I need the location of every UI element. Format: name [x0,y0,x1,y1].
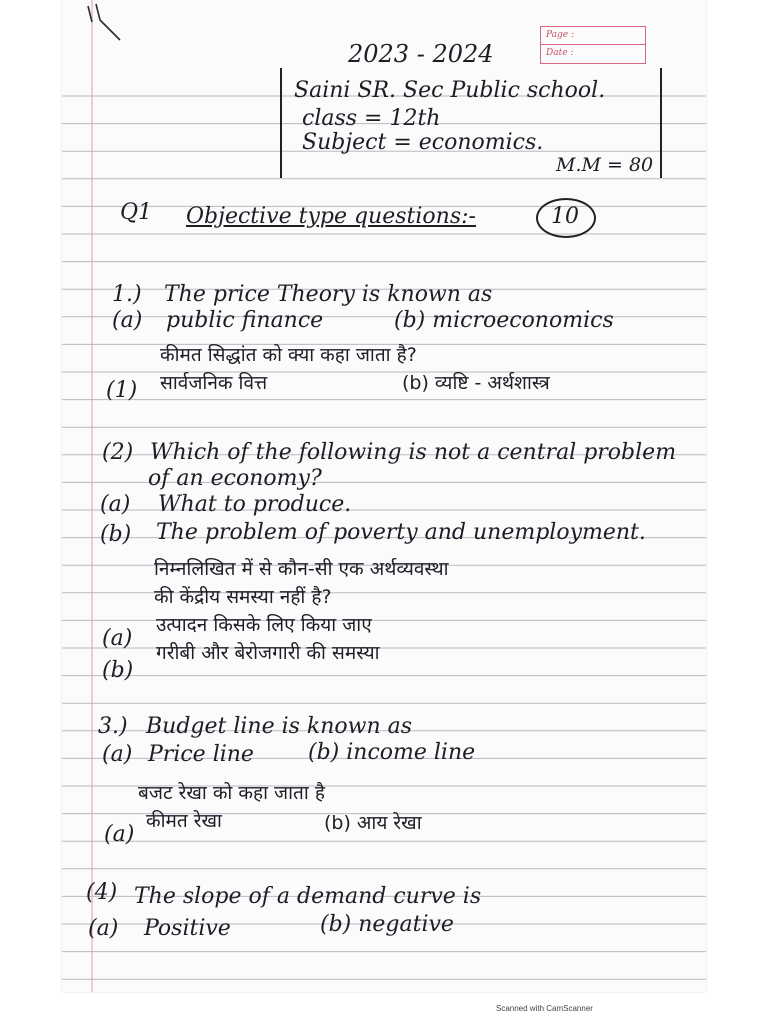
q3-hindi-option-a: कीमत रेखा [146,810,222,832]
school-name: Saini SR. Sec Public school. [294,78,606,103]
q1-hindi-option-b: (b) व्यष्टि - अर्थशास्त्र [402,372,550,394]
q1-option-a: public finance [166,308,324,333]
q4-option-a: Positive [144,916,231,941]
q1-hindi-option-a: सार्वजनिक वित्त [160,372,268,394]
q2-option-a-label: (a) [100,492,131,517]
q3-hindi-option-b: (b) आय रेखा [324,812,422,834]
q3-option-a-label: (a) [102,742,133,767]
max-marks: M.M = 80 [556,154,654,176]
date-label: Date : [546,48,574,58]
q2-hindi-question: निम्नलिखित में से कौन-सी एक अर्थव्यवस्था [154,558,449,580]
q1-option-a-label: (a) [112,308,143,333]
q2-hindi-option-a: उत्पादन किसके लिए किया जाए [156,614,372,636]
q1-number: 1.) [112,282,142,307]
q2-option-b-label: (b) [100,522,132,547]
q3-text: Budget line is known as [146,714,413,739]
q4-text: The slope of a demand curve is [134,884,482,909]
q1-hindi-question: कीमत सिद्धांत को क्या कहा जाता है? [160,344,417,366]
q2-hindi-option-a-label: (a) [102,626,133,651]
q1-hindi-label: (1) [106,378,138,403]
section-marks: 10 [551,204,579,229]
pen-mark [88,4,120,40]
q3-hindi-question: बजट रेखा को कहा जाता है [138,782,325,804]
exam-year: 2023 - 2024 [348,40,494,68]
q4-option-b: (b) negative [320,912,454,937]
q2-text: Which of the following is not a central problem [150,440,677,465]
q3-number: 3.) [98,714,128,739]
q2-hindi-option-b-label: (b) [102,658,134,683]
notebook-page [62,0,706,992]
page-date-box [540,26,646,64]
q2-hindi-option-b: गरीबी और बेरोजगारी की समस्या [156,642,380,664]
page-label: Page : [541,27,645,45]
subject-line: Subject = economics. [302,130,544,155]
section-title: Objective type questions:- [186,204,476,229]
q2-option-b: The problem of poverty and unemployment. [156,520,646,545]
section-marker: Q1 [120,200,153,225]
q3-option-b: (b) income line [308,740,476,765]
scanner-watermark: Scanned with CamScanner [496,1004,593,1013]
q3-option-a: Price line [148,742,254,767]
class-line: class = 12th [302,106,441,131]
q2-text-continued: of an economy? [148,466,322,491]
q2-option-a: What to produce. [158,492,352,517]
q3-hindi-option-a-label: (a) [104,822,135,847]
q4-option-a-label: (a) [88,916,119,941]
q1-text: The price Theory is known as [164,282,493,307]
q4-number: (4) [86,880,118,905]
q2-hindi-question-continued: की केंद्रीय समस्या नहीं है? [154,586,332,608]
q1-option-b: (b) microeconomics [394,308,614,333]
q2-number: (2) [102,440,134,465]
